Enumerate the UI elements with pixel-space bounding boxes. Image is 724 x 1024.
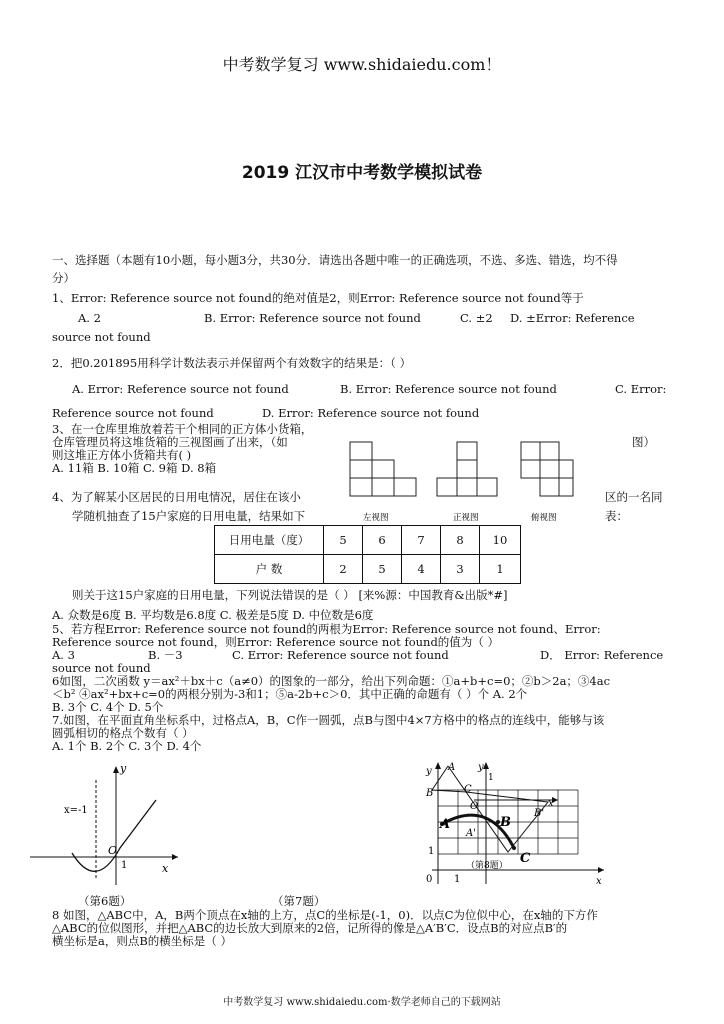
inner-y-axis-arrow-icon bbox=[483, 762, 489, 769]
table-cell: 5 bbox=[363, 555, 402, 584]
table-header-cell: 日用电量（度） bbox=[215, 526, 324, 555]
table-cell: 6 bbox=[363, 526, 402, 555]
table-cell: 1 bbox=[480, 555, 521, 584]
q2-option-d: D. Error: Reference source not found bbox=[262, 406, 480, 420]
q4-line2-right: 表： bbox=[605, 509, 628, 523]
origin-label: O bbox=[108, 844, 118, 857]
table-cell: 8 bbox=[441, 526, 480, 555]
table-row bbox=[215, 526, 521, 555]
tick-label-1: 1 bbox=[121, 860, 128, 871]
label-a: A bbox=[440, 817, 451, 832]
top-view-label: 俯视图 bbox=[531, 513, 557, 523]
q1-stem: 1、Error: Reference source not found的绝对值是2，则Error: Reference source not found等于 bbox=[52, 291, 584, 305]
inner-caption: （第8题） bbox=[466, 861, 508, 871]
label-a-top: A bbox=[448, 762, 456, 773]
q1-option-c: C. ±2 bbox=[460, 311, 493, 325]
q5-line1: 5、若方程Error: Reference source not found的两根为Error: Reference source not found、Error: bbox=[52, 622, 601, 636]
y-axis-label: y bbox=[426, 766, 432, 777]
q6-line3: B. 3个 C. 4个 D. 5个 bbox=[52, 700, 164, 714]
label-b-prime: B' bbox=[534, 808, 545, 819]
y-axis-label: y bbox=[120, 762, 127, 775]
table-cell: 5 bbox=[324, 526, 363, 555]
q5-option-d: D． Error: Reference bbox=[540, 648, 664, 662]
q6-parabola-figure bbox=[28, 760, 188, 890]
q1-option-d: D. ±Error: Reference bbox=[510, 311, 635, 325]
q5-option-b: B. －3 bbox=[148, 648, 183, 662]
q6-line1: 6如图，二次函数 y＝ax²＋bx＋c（a≠0）的图象的一部分，给出下列命题：①a+b+c=0；②b＞2a；③4ac bbox=[52, 674, 611, 688]
q5-option-a: A. 3 bbox=[52, 648, 75, 662]
section1-line1: 一、选择题（本题有10小题，每小题3分，共30分．请选出各题中唯一的正确选项，不选、多选、错选，均不得 bbox=[52, 253, 618, 267]
q3-line2: 仓库管理员将这堆货箱的三视图画了出来，（如 bbox=[52, 435, 288, 449]
q7-q8-grid-figure bbox=[418, 760, 608, 890]
label-y-inner: y bbox=[478, 762, 484, 773]
label-c: C bbox=[520, 851, 531, 866]
q2-option-b: B. Error: Reference source not found bbox=[340, 382, 557, 396]
x-axis-arrow-icon bbox=[172, 854, 178, 860]
q5-option-c: C. Error: Reference source not found bbox=[232, 648, 449, 662]
q4-options: A. 众数是6度 B. 平均数是6.8度 C. 极差是5度 D. 中位数是6度 bbox=[52, 608, 374, 622]
q8-line2: △ABC的位似图形，并把△ABC的边长放大到原来的2倍，记所得的像是△A′B′C．设点B的对应点B′的 bbox=[52, 921, 568, 935]
section1-line2: 分） bbox=[52, 271, 75, 285]
label-b-small: B bbox=[426, 788, 434, 799]
fig7-caption: （第7题） bbox=[272, 894, 326, 908]
left-view-grid bbox=[350, 442, 416, 496]
q3-three-views-figure bbox=[345, 432, 575, 527]
q4-power-table bbox=[214, 525, 521, 584]
q5-line2: Reference source not found，则Error: Reference source not found的值为（ ） bbox=[52, 635, 499, 649]
q8-line1: 8 如图，△ABC中，A，B两个顶点在x轴的上方，点C的坐标是(-1，0)．以点C为位似中心，在x轴的下方作 bbox=[52, 908, 598, 922]
point-c bbox=[512, 846, 516, 850]
q7-line2: 圆弧相切的格点个数有（ ） bbox=[52, 726, 194, 740]
table-cell: 3 bbox=[441, 555, 480, 584]
q5-option-d-cont: source not found bbox=[52, 661, 151, 675]
x-axis-label: x bbox=[162, 862, 169, 875]
q4-line2: 学随机抽查了15户家庭的日用电量，结果如下 bbox=[72, 509, 306, 523]
q4-line1: 4、为了解某小区居民的日用电情况，居住在该小 bbox=[52, 490, 301, 504]
front-view-grid bbox=[437, 442, 497, 496]
page-title: 2019 江汉市中考数学模拟试卷 bbox=[241, 163, 483, 183]
label-c-small: C bbox=[464, 784, 472, 795]
q3-line1: 3、在一仓库里堆放着若干个相同的正方体小货箱， bbox=[52, 422, 313, 436]
table-header-cell: 户 数 bbox=[215, 555, 324, 584]
label-x-inner: x bbox=[548, 798, 554, 809]
q2-option-a: A. Error: Reference source not found bbox=[72, 382, 289, 396]
top-view-grid bbox=[521, 442, 573, 496]
axis-equation-label: x=-1 bbox=[64, 805, 88, 816]
table-row bbox=[215, 555, 521, 584]
tick-label-0: 0 bbox=[426, 874, 433, 885]
q7-options: A. 1个 B. 2个 C. 3个 D. 4个 bbox=[52, 739, 202, 753]
q2-option-c: C. Error: bbox=[615, 382, 667, 396]
tick-1-inner: 1 bbox=[488, 773, 494, 783]
tick-label-x-1: 1 bbox=[454, 874, 461, 885]
q2-option-c-cont: Reference source not found bbox=[52, 406, 214, 420]
q4-after-table: 则关于这15户家庭的日用电量，下列说法错误的是（ ） [来%源：中国教育&出版*#] bbox=[72, 588, 508, 602]
q3-options: A. 11箱 B. 10箱 C. 9箱 D. 8箱 bbox=[52, 461, 217, 475]
q2-stem: 2．把0.201895用科学计数法表示并保留两个有效数字的结果是：（ ） bbox=[52, 356, 412, 370]
table-cell: 2 bbox=[324, 555, 363, 584]
q3-line2-right: 图） bbox=[632, 435, 655, 449]
y-axis-arrow-icon bbox=[113, 766, 119, 773]
page-footer: 中考数学复习 www.shidaiedu.com·数学老师自己的下载网站 bbox=[223, 997, 501, 1008]
x-axis-arrow-icon bbox=[598, 867, 604, 873]
table-cell: 7 bbox=[402, 526, 441, 555]
page-header-banner: 中考数学复习 www.shidaiedu.com！ bbox=[222, 55, 502, 74]
q6-line2: ＜b² ④ax²+bx+c=0的两根分别为-3和1；⑤a-2b+c＞0．其中正确的命题有（ ）个 A. 2个 bbox=[52, 687, 528, 701]
label-b: B bbox=[500, 815, 511, 830]
q1-option-d-cont: source not found bbox=[52, 330, 151, 344]
q1-option-b: B. Error: Reference source not found bbox=[204, 311, 421, 325]
table-cell: 10 bbox=[480, 526, 521, 555]
fig6-caption: （第6题） bbox=[78, 894, 132, 908]
q3-line3: 则这堆正方体小货箱共有( ) bbox=[52, 448, 192, 462]
tick-label-y-1: 1 bbox=[428, 846, 435, 857]
left-view-label: 左视图 bbox=[363, 513, 389, 523]
q4-line1-right: 区的一名同 bbox=[605, 490, 663, 504]
q1-option-a: A. 2 bbox=[78, 311, 101, 325]
table-cell: 4 bbox=[402, 555, 441, 584]
q8-line3: 横坐标是a，则点B的横坐标是（ ） bbox=[52, 934, 232, 948]
label-o: O bbox=[470, 801, 479, 812]
q7-line1: 7.如图，在平面直角坐标系中，过格点A，B，C作一圆弧，点B与图中4×7方格中的格点的连线中，能够与该 bbox=[52, 713, 605, 727]
x-axis-label: x bbox=[596, 876, 602, 887]
y-axis-arrow-icon bbox=[435, 762, 441, 769]
front-view-label: 正视图 bbox=[453, 513, 479, 523]
label-a-prime: A' bbox=[466, 828, 476, 839]
